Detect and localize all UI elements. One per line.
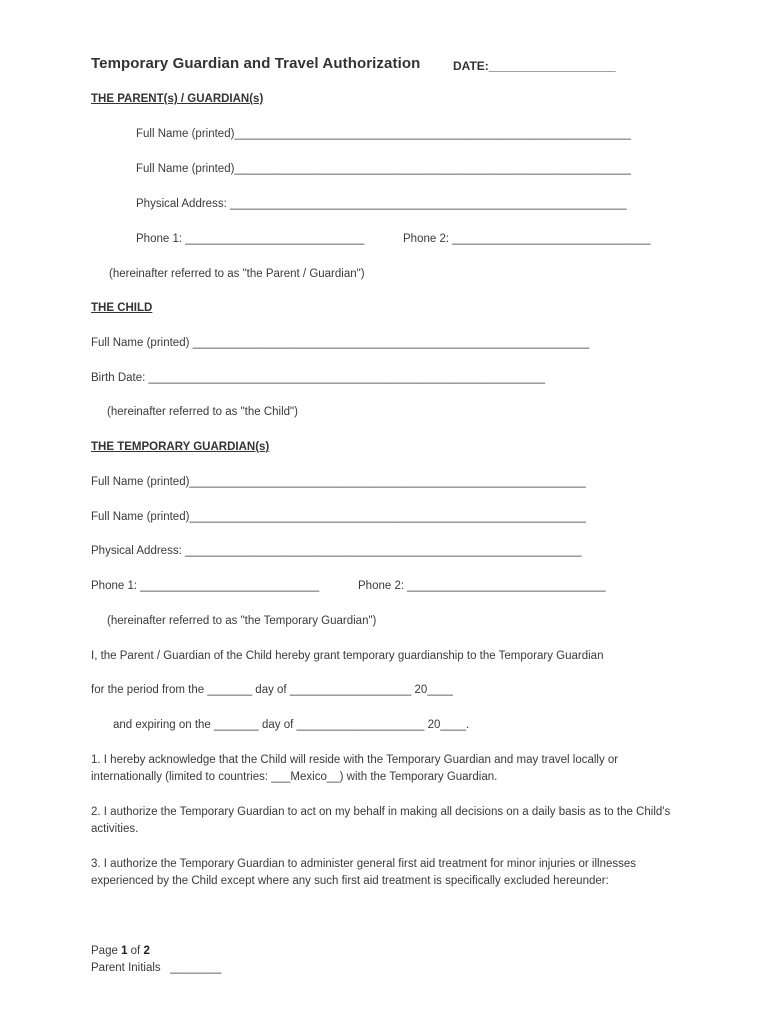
child-birth-date-field[interactable]: Birth Date: ______________________________________________________________: [91, 372, 546, 384]
parent-initials-field[interactable]: Parent Initials ________: [91, 962, 222, 974]
guardian-reference-note: (hereinafter referred to as "the Temporary Guardian"): [107, 615, 377, 627]
page-of: of: [127, 945, 144, 957]
page-total: 2: [143, 945, 150, 957]
parent-full-name-field-2[interactable]: Full Name (printed)______________________________________________________________: [136, 163, 631, 175]
clause-3: 3. I authorize the Temporary Guardian to administer general first aid treatment for minor injuries or illnesses experienced by the Child except where any such first aid treatment is specifically excluded hereunder:: [91, 858, 637, 887]
guardian-phone1-field[interactable]: Phone 1: ____________________________: [91, 580, 320, 592]
guardian-full-name-field-1[interactable]: Full Name (printed)______________________________________________________________: [91, 476, 586, 488]
child-section-heading: THE CHILD: [91, 302, 153, 314]
parent-full-name-field-1[interactable]: Full Name (printed)______________________________________________________________: [136, 128, 631, 140]
clause-2: 2. I authorize the Temporary Guardian to act on my behalf in making all decisions on a daily basis as to the Child's activities.: [91, 806, 671, 835]
guardian-address-field[interactable]: Physical Address: ______________________________________________________________: [91, 545, 582, 557]
guardian-full-name-field-2[interactable]: Full Name (printed)______________________________________________________________: [91, 511, 586, 523]
parent-address-field[interactable]: Physical Address: ______________________________________________________________: [136, 198, 627, 210]
grant-statement: I, the Parent / Guardian of the Child hereby grant temporary guardianship to the Temporary Guardian: [91, 650, 604, 662]
document-title: Temporary Guardian and Travel Authorization: [91, 55, 421, 72]
page-prefix: Page: [91, 945, 122, 957]
clause-1: 1. I hereby acknowledge that the Child will reside with the Temporary Guardian and may travel locally or internationally (limited to countries: ___Mexico__) with the Temporary Guardian.: [91, 754, 619, 783]
guardian-phone2-field[interactable]: Phone 2: _______________________________: [358, 580, 606, 592]
period-start-field[interactable]: for the period from the _______ day of ___________________ 20____: [91, 684, 453, 696]
child-reference-note: (hereinafter referred to as "the Child"): [107, 406, 298, 418]
guardian-section-heading: THE TEMPORARY GUARDIAN(s): [91, 441, 270, 453]
page-number: [91, 945, 150, 957]
parent-phone1-field[interactable]: Phone 1: ____________________________: [136, 233, 365, 245]
period-end-field[interactable]: and expiring on the _______ day of ____________________ 20____.: [113, 719, 470, 731]
page-current: 1: [121, 945, 128, 957]
child-full-name-field[interactable]: Full Name (printed) ______________________________________________________________: [91, 337, 590, 349]
date-field[interactable]: DATE:___________________: [453, 59, 616, 73]
parent-section-heading: THE PARENT(s) / GUARDIAN(s): [91, 93, 264, 105]
parent-phone2-field[interactable]: Phone 2: _______________________________: [403, 233, 651, 245]
parent-reference-note: (hereinafter referred to as "the Parent / Guardian"): [109, 268, 365, 280]
